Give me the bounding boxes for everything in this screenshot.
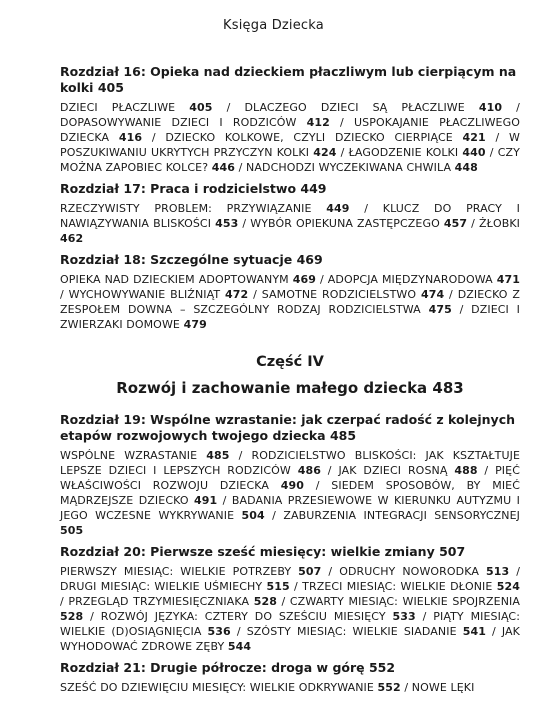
entry-page: 412 — [306, 116, 330, 129]
entry-text: PRZEGLĄD TRZYMIESIĘCZNIAKA — [68, 595, 254, 608]
entry-page: 485 — [206, 449, 230, 462]
entry-text: DLACZEGO DZIECI SĄ PŁACZLIWE — [244, 101, 479, 114]
entry-text: USPOKAJANIE PŁACZLIWEGO DZIECKA — [60, 116, 520, 144]
chapter-title — [60, 660, 520, 676]
entry-page: 490 — [280, 479, 304, 492]
part-label: Część IV — [256, 354, 324, 370]
book-title: Księga Dziecka — [223, 18, 324, 33]
entry-text: SAMOTNE RODZICIELSTWO — [261, 288, 421, 301]
entry-page: 528 — [253, 595, 277, 608]
chapter-entries: DZIECI PŁACZLIWE 405 / DLACZEGO DZIECI SĄ PŁACZLIWE 410 / DOPASOWYWANIE DZIECI I RODZICÓW 412 / USPOKAJANIE PŁACZLIWEGO DZIECKA 416 / DZIECKO KOLKOWE, CZYLI DZIECKO CIERPIĄCE 421 / W POSZUKIWANIU UKRYTYCH PRZYCZYN KOLKI 424 / ŁAGODZENIE KOLKI 440 / CZY MOŻNA ZAPOBIEC KOLCE? 446 / NADCHODZI WYCZEKIWANA CHWILA 448 — [60, 101, 521, 174]
chapter-entries: OPIEKA NAD DZIECKIEM ADOPTOWANYM 469 / ADOPCJA MIĘDZYNARODOWA 471 / WYCHOWYWANIE BLIŹNIĄT 472 / SAMOTNE RODZICIELSTWO 474 / DZIECKO Z ZESPOŁEM DOWNA – SZCZEGÓLNY RODZAJ RODZICIELSTWA 475 / DZIECI I ZWIERZAKI DOMOWE 479 — [60, 273, 521, 331]
chapter-title — [60, 412, 520, 444]
entry-page: 474 — [420, 288, 445, 301]
entry-text: PIĄTY MIESIĄC: WIELKIE (D)OSIĄGNIĘCIA — [60, 610, 521, 638]
entry-page: 479 — [183, 318, 207, 331]
entry-text: NADCHODZI WYCZEKIWANA CHWILA — [246, 161, 455, 174]
entry-page: 507 — [298, 565, 322, 578]
entry-text: DZIECI PŁACZLIWE — [60, 101, 190, 114]
entry-page: 536 — [207, 625, 231, 638]
chapter-entries: RZECZYWISTY PROBLEM: PRZYWIĄZANIE 449 / KLUCZ DO PRACY I NAWIĄZYWANIA BLISKOŚCI 453 / WYBÓR OPIEKUNA ZASTĘPCZEGO 457 / ŻŁOBKI 462 — [60, 202, 521, 245]
chapter-title-text: Rozdział 21: Drugie półrocze: droga w górę — [60, 660, 369, 675]
chapter-title-text: Rozdział 17: Praca i rodzicielstwo — [60, 181, 301, 196]
entry-text: PIĘĆ WŁAŚCIWOŚCI ROZWOJU DZIECKA — [60, 464, 520, 492]
part-title — [60, 378, 520, 398]
entry-text: JAK DZIECI ROSNĄ — [338, 464, 455, 477]
table-of-contents — [60, 64, 520, 701]
entry-text: DOPASOWYWANIE DZIECI I RODZICÓW — [60, 116, 307, 129]
chapter-page: 469 — [296, 252, 323, 267]
chapter-title-text: Rozdział 19: Wspólne wzrastanie: jak czerpać radość z kolejnych etapów rozwojowych twojego dziecka — [60, 412, 516, 443]
entry-page: 424 — [313, 146, 337, 159]
entry-text: RODZICIELSTWO BLISKOŚCI: JAK KSZTAŁTUJE LEPSZE DZIECI I LEPSZYCH RODZICÓW — [60, 449, 521, 477]
entry-text: NOWE LĘKI — [411, 681, 475, 694]
entry-text: OPIEKA NAD DZIECKIEM ADOPTOWANYM — [60, 273, 293, 286]
chapter-page: 449 — [300, 181, 327, 196]
part-heading — [60, 352, 520, 398]
entry-page: 533 — [392, 610, 416, 623]
chapter-page: 507 — [439, 544, 466, 559]
entry-text: WYCHOWYWANIE BLIŹNIĄT — [68, 288, 226, 301]
chapter — [60, 64, 520, 175]
entry-text: DZIECI I ZWIERZAKI DOMOWE — [60, 303, 520, 331]
entry-text: RZECZYWISTY PROBLEM: PRZYWIĄZANIE — [60, 202, 327, 215]
toc-sections-before — [60, 64, 520, 332]
entry-page: 446 — [211, 161, 236, 174]
entry-page: 448 — [454, 161, 478, 174]
entry-text: ODRUCHY NOWORODKA — [339, 565, 486, 578]
part-page: 483 — [432, 379, 464, 397]
entry-text: TRZECI MIESIĄC: WIELKIE DŁONIE — [302, 580, 497, 593]
entry-text: CZY MOŻNA ZAPOBIEC KOLCE? — [60, 146, 521, 174]
entry-text: ŻŁOBKI — [479, 217, 521, 230]
entry-page: 440 — [462, 146, 486, 159]
entry-text: ZABURZENIA INTEGRACJI SENSORYCZNEJ — [283, 509, 520, 522]
entry-text: SZÓSTY MIESIĄC: WIELKIE SIADANIE — [246, 625, 463, 638]
entry-page: 421 — [462, 131, 486, 144]
entry-page: 471 — [496, 273, 520, 286]
chapter — [60, 544, 520, 654]
entry-page: 544 — [227, 640, 252, 653]
chapter-entries: WSPÓLNE WZRASTANIE 485 / RODZICIELSTWO BLISKOŚCI: JAK KSZTAŁTUJE LEPSZE DZIECI I LEPSZYCH RODZICÓW 486 / JAK DZIECI ROSNĄ 488 / PIĘĆ WŁAŚCIWOŚCI ROZWOJU DZIECKA 490 / SIEDEM SPOSOBÓW, BY MIEĆ MĄDRZEJSZE DZIECKO 491 / BADANIA PRZESIEWOWE W KIERUNKU AUTYZMU I JEGO WCZESNE WYKRYWANIE 504 / ZABURZENIA INTEGRACJI SENSORYCZNEJ 505 — [60, 449, 521, 537]
entry-text: ADOPCJA MIĘDZYNARODOWA — [327, 273, 497, 286]
entry-page: 475 — [428, 303, 452, 316]
entry-text: W POSZUKIWANIU UKRYTYCH PRZYCZYN KOLKI — [60, 131, 521, 159]
entry-text: PIERWSZY MIESIĄC: WIELKIE POTRZEBY — [60, 565, 299, 578]
entry-text: WSPÓLNE WZRASTANIE — [60, 449, 207, 462]
entry-page: 491 — [193, 494, 218, 507]
entry-page: 469 — [292, 273, 316, 286]
entry-page: 515 — [266, 580, 290, 593]
chapter — [60, 181, 520, 246]
toc-sections-after — [60, 412, 520, 695]
entry-page: 541 — [462, 625, 486, 638]
chapter-title-text: Rozdział 16: Opieka nad dzieckiem płaczliwym lub cierpiącym na kolki — [60, 64, 517, 95]
entry-page: 486 — [297, 464, 321, 477]
chapter-title — [60, 544, 520, 560]
entry-page: 410 — [478, 101, 503, 114]
chapter-page: 485 — [329, 428, 357, 443]
entry-page: 513 — [485, 565, 510, 578]
chapter-title-text: Rozdział 18: Szczególne sytuacje — [60, 252, 297, 267]
chapter-page: 405 — [97, 80, 124, 95]
entry-text: DRUGI MIESIĄC: WIELKIE UŚMIECHY — [60, 580, 267, 593]
chapter-title — [60, 252, 520, 268]
entry-text: SZEŚĆ DO DZIEWIĘCIU MIESIĘCY: WIELKIE ODKRYWANIE — [60, 681, 378, 694]
entry-text: WYBÓR OPIEKUNA ZASTĘPCZEGO — [250, 217, 444, 230]
entry-page: 457 — [443, 217, 468, 230]
entry-text: JAK WYHODOWAĆ ZDROWE ZĘBY — [60, 625, 520, 653]
entry-page: 449 — [326, 202, 350, 215]
entry-page: 505 — [60, 524, 84, 537]
entry-page: 528 — [60, 610, 84, 623]
entry-page: 524 — [496, 580, 520, 593]
entry-page: 504 — [241, 509, 265, 522]
chapter-title — [60, 181, 520, 197]
entry-text: DZIECKO Z ZESPOŁEM DOWNA – SZCZEGÓLNY RODZAJ RODZICIELSTWA — [60, 288, 521, 316]
entry-page: 488 — [454, 464, 478, 477]
chapter — [60, 660, 520, 695]
entry-page: 416 — [118, 131, 143, 144]
entry-page: 462 — [60, 232, 84, 245]
chapter-entries: PIERWSZY MIESIĄC: WIELKIE POTRZEBY 507 / ODRUCHY NOWORODKA 513 / DRUGI MIESIĄC: WIELKIE UŚMIECHY 515 / TRZECI MIESIĄC: WIELKIE DŁONIE 524 / PRZEGLĄD TRZYMIESIĘCZNIAKA 528 / CZWARTY MIESIĄC: WIELKIE SPOJRZENIA 528 / ROZWÓJ JĘZYKA: CZTERY DO SZEŚCIU MIESIĘCY 533 / PIĄTY MIESIĄC: WIELKIE (D)OSIĄGNIĘCIA 536 / SZÓSTY MIESIĄC: WIELKIE SIADANIE 541 / JAK WYHODOWAĆ ZDROWE ZĘBY 544 — [60, 565, 521, 653]
part-title-text: Rozwój i zachowanie małego dziecka — [116, 379, 428, 397]
chapter — [60, 412, 520, 538]
entry-text: DZIECKO KOLKOWE, CZYLI DZIECKO CIERPIĄCE — [165, 131, 463, 144]
entry-page: 405 — [189, 101, 213, 114]
chapter-title-text: Rozdział 20: Pierwsze sześć miesięcy: wielkie zmiany — [60, 544, 440, 559]
entry-page: 472 — [225, 288, 249, 301]
entry-text: KLUCZ DO PRACY I NAWIĄZYWANIA BLISKOŚCI — [60, 202, 520, 230]
chapter-entries: SZEŚĆ DO DZIEWIĘCIU MIESIĘCY: WIELKIE ODKRYWANIE 552 / NOWE LĘKI — [60, 681, 475, 694]
chapter-page: 552 — [368, 660, 396, 675]
chapter-title — [60, 64, 520, 96]
entry-text: BADANIA PRZESIEWOWE W KIERUNKU AUTYZMU I JEGO WCZESNE WYKRYWANIE — [60, 494, 521, 522]
chapter — [60, 252, 520, 332]
entry-text: CZWARTY MIESIĄC: WIELKIE SPOJRZENIA — [289, 595, 521, 608]
entry-page: 552 — [377, 681, 401, 694]
entry-text: ŁAGODZENIE KOLKI — [348, 146, 463, 159]
entry-text: SIEDEM SPOSOBÓW, BY MIEĆ MĄDRZEJSZE DZIECKO — [60, 479, 520, 507]
entry-page: 453 — [215, 217, 239, 230]
entry-text: ROZWÓJ JĘZYKA: CZTERY DO SZEŚCIU MIESIĘCY — [100, 610, 393, 623]
